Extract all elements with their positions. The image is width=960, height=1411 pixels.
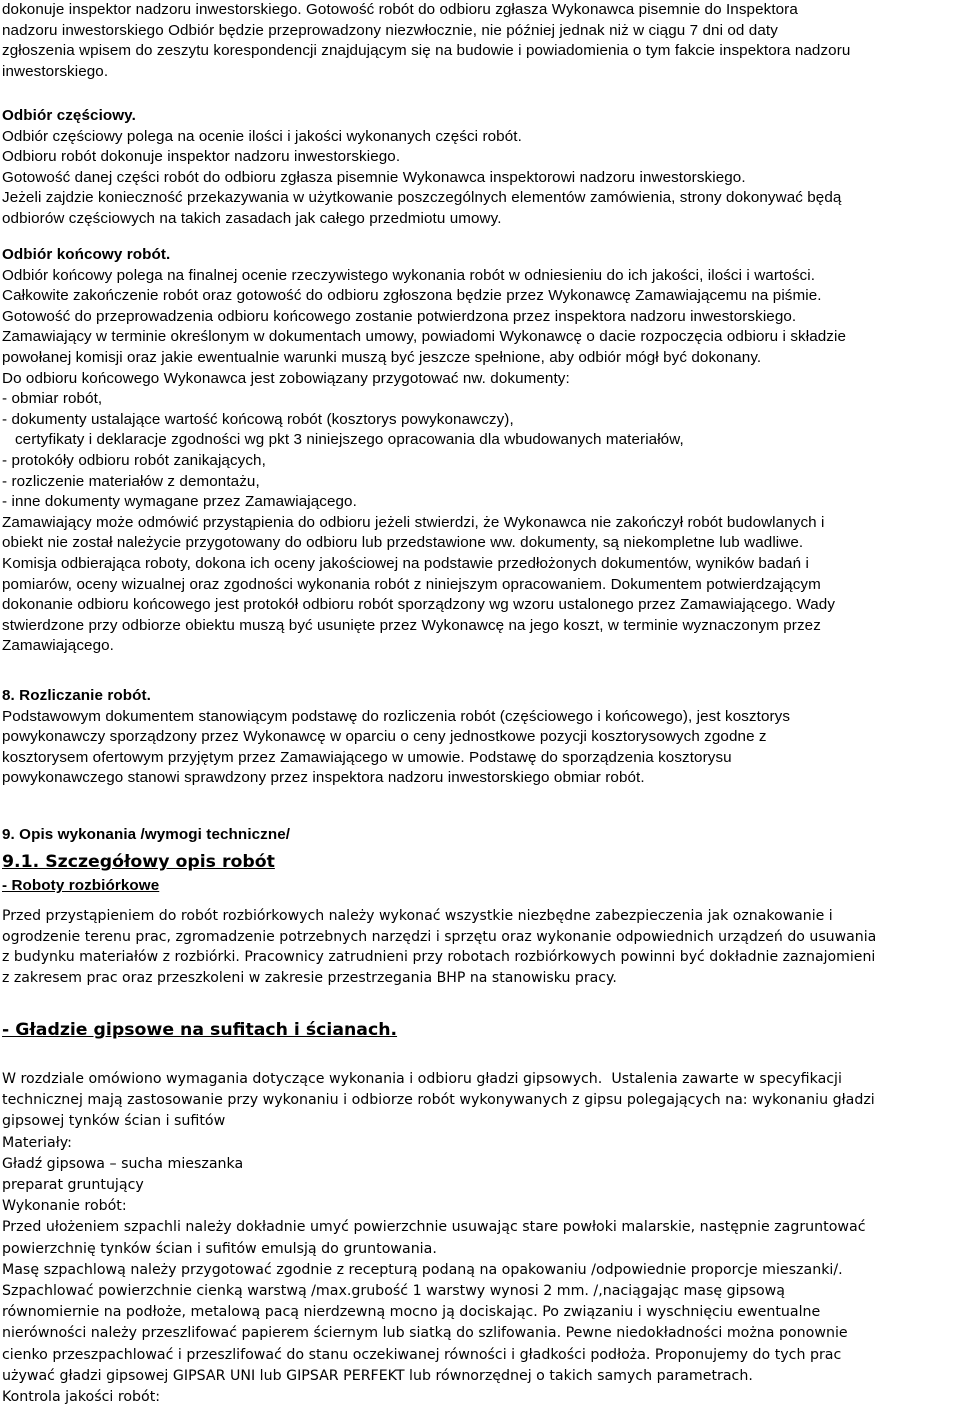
text-line: Kontrola jakości robót:: [2, 1389, 161, 1406]
section-9-1-heading: 9.1. Szczegółowy opis robót: [2, 852, 275, 872]
text-line: Zamawiającego.: [2, 637, 114, 655]
text-line: gipsowej tynków ścian i sufitów: [2, 1113, 226, 1130]
intro-line: nadzoru inwestorskiego Odbiór będzie przeprowadzony niezwłocznie, nie później jednak niż w ciągu 7 dni od daty: [2, 21, 778, 39]
text-line: Przed ułożeniem szpachli należy dokładnie umyć powierzchnie usuwając stare powłoki malarskie, następnie zagruntować: [2, 1219, 866, 1236]
gypsum-heading: - Gładzie gipsowe na sufitach i ścianach.: [2, 1020, 398, 1040]
text-line: Przed przystąpieniem do robót rozbiórkowych należy wykonać wszystkie niezbędne zabezpieczenia jak oznakowanie i: [2, 908, 833, 924]
text-line: Odbioru robót dokonuje inspektor nadzoru inwestorskiego.: [2, 148, 401, 166]
text-line: z budynku materiałów z rozbiórki. Pracownicy zatrudnieni przy robotach rozbiórkowych powinni być dokładnie zaznajomieni: [2, 949, 876, 966]
text-line: Wykonanie robót:: [2, 1198, 127, 1215]
partial-acceptance-section: [2, 106, 841, 230]
text-line: Całkowite zakończenie robót oraz gotowość do odbioru zgłoszona będzie przez Wykonawcę Zamawiającemu na piśmie.: [2, 287, 822, 305]
text-line: Komisja odbierająca roboty, dokona ich oceny jakościowej na podstawie przedłożonych dokumentów, wyników badań i: [2, 554, 809, 572]
text-line: Zamawiający w terminie określonym w dokumentach umowy, powiadomi Wykonawcę o dacie rozpoczęcia odbioru i składzie: [2, 328, 847, 346]
list-item: - protokóły odbioru robót zanikających,: [2, 451, 266, 469]
text-line: Gładź gipsowa – sucha mieszanka: [2, 1155, 244, 1172]
text-line: dokonanie odbioru końcowego jest protokół odbioru robót sporządzony wg wzoru ustalonego przez Zamawiającego. Wady: [2, 596, 836, 614]
text-line: z zakresem prac oraz przeszkoleni w zakresie przestrzegania BHP na stanowisku pracy.: [2, 969, 617, 986]
text-line: stwierdzone przy odbiorze obiektu muszą być usunięte przez Wykonawcę na jego koszt, w terminie wyznaczonym przez: [2, 616, 821, 634]
text-line: powykonawczy sporządzony przez Wykonawcę w oparciu o ceny jednostkowe pozycji kosztorysowych zgodne z: [2, 728, 767, 746]
text-line: pomiarów, oceny wizualnej oraz zgodności wykonania robót z niniejszym opracowaniem. Dokumentem potwierdzającym: [2, 575, 821, 593]
text-line: W rozdziale omówiono wymagania dotyczące wykonania i odbioru gładzi gipsowych. Ustalenia zawarte w specyfikacji: [2, 1071, 842, 1087]
text-line: odbiorów częściowych na takich zasadach jak całego przedmiotu umowy.: [2, 209, 502, 227]
list-item: - obmiar robót,: [2, 390, 103, 408]
text-line: Materiały:: [2, 1134, 72, 1151]
text-line: Zamawiający może odmówić przystąpienia do odbioru jeżeli stwierdzi, że Wykonawca nie zakończył robót budowlanych i: [2, 513, 825, 531]
text-line: kosztorysem ofertowym przyjętym przez Zamawiającego w umowie. Podstawę do sporządzenia kosztorysu: [2, 748, 732, 766]
intro-line: zgłoszenia wpisem do zeszytu korespondencji znajdującym się na budowie i powiadomienia o tym fakcie inspektora nadzoru: [2, 42, 851, 60]
partial-acceptance-heading: Odbiór częściowy.: [2, 107, 136, 124]
text-line: powierzchnię tynków ścian i sufitów emulsją do gruntowania.: [2, 1240, 437, 1257]
text-line: cienko przeszpachlować i przeszlifować do stanu oczekiwanej równości i gładkości podłoża. Proponujemy do tych prac: [2, 1346, 842, 1363]
text-line: preparat gruntujący: [2, 1177, 144, 1194]
list-item: - inne dokumenty wymagane przez Zamawiającego.: [2, 493, 357, 511]
gypsum-paragraph: [2, 1069, 875, 1408]
intro-line: inwestorskiego.: [2, 62, 109, 80]
text-line: równomiernie na podłoże, metalową pacą nierdzewną mocno ją dociskając. Po związaniu i wyschnięciu ewentualne: [2, 1304, 821, 1321]
text-line: Gotowość do przeprowadzenia odbioru końcowego zostanie potwierdzona przez inspektora nadzoru inwestorskiego.: [2, 307, 797, 325]
demolition-heading: - Roboty rozbiórkowe: [2, 877, 160, 894]
demolition-paragraph: [2, 906, 876, 988]
text-line: Odbiór końcowy polega na finalnej ocenie rzeczywistego wykonania robót w odniesieniu do ich jakości, ilości i wartości.: [2, 266, 816, 284]
text-line: powykonawczego stanowi sprawdzony przez inspektora nadzoru inwestorskiego obmiar robót.: [2, 769, 645, 787]
text-line: używać gładzi gipsowej GIPSAR UNI lub GIPSAR PERFEKT lub równorzędnej o takich samych parametrach.: [2, 1367, 753, 1384]
text-line: Jeżeli zajdzie konieczność przekazywania w użytkowanie poszczególnych elementów zamówienia, strony dokonywać będą: [2, 189, 842, 207]
final-acceptance-heading: Odbiór końcowy robót.: [2, 246, 171, 263]
text-line: technicznej mają zastosowanie przy wykonaniu i odbiorze robót wykonywanych z gipsu polegających na: wykonaniu gładzi: [2, 1092, 875, 1109]
intro-paragraph: [2, 0, 850, 82]
list-item: - rozliczenie materiałów z demontażu,: [2, 472, 260, 490]
text-line: Gotowość danej części robót do odbioru zgłasza pisemnie Wykonawca inspektorowi nadzoru inwestorskiego.: [2, 168, 746, 186]
text-line: Odbiór częściowy polega na ocenie ilości i jakości wykonanych części robót.: [2, 127, 522, 145]
settlement-section: [2, 686, 790, 789]
final-acceptance-section: [2, 245, 846, 657]
list-item: - dokumenty ustalające wartość końcową robót (kosztorys powykonawczy),: [2, 410, 514, 428]
settlement-heading: 8. Rozliczanie robót.: [2, 687, 151, 704]
section-9-heading: 9. Opis wykonania /wymogi techniczne/: [2, 826, 291, 843]
intro-line: dokonuje inspektor nadzoru inwestorskiego. Gotowość robót do odbioru zgłasza Wykonawca pisemnie do Inspektora: [2, 1, 798, 18]
text-line: powołanej komisji oraz jakie ewentualnie warunki muszą być jeszcze spełnione, aby odbiór mógł być dokonany.: [2, 348, 762, 366]
text-line: ogrodzenie terenu prac, zgromadzenie potrzebnych narzędzi i sprzętu oraz wykonanie odpowiednich urządzeń do usuwania: [2, 928, 877, 945]
text-line: obiekt nie został należycie przygotowany do odbioru lub przedstawione ww. dokumenty, są niekompletne lub wadliwe.: [2, 534, 804, 552]
text-line: Szpachlować powierzchnie cienką warstwą /max.grubość 1 warstwy wynosi 2 mm. /,naciągając masę gipsową: [2, 1283, 785, 1300]
text-line: Masę szpachlową należy przygotować zgodnie z recepturą podaną na opakowaniu /odpowiednie proporcje mieszanki/.: [2, 1261, 843, 1278]
text-line: Do odbioru końcowego Wykonawca jest zobowiązany przygotować nw. dokumenty:: [2, 369, 570, 387]
list-item: certyfikaty i deklaracje zgodności wg pkt 3 niniejszego opracowania dla wbudowanych materiałów,: [2, 431, 684, 449]
text-line: nierówności należy przeszlifować papierem ściernym lub siatką do szlifowania. Pewne niedokładności można ponownie: [2, 1325, 848, 1342]
text-line: Podstawowym dokumentem stanowiącym podstawę do rozliczenia robót (częściowego i końcowego), jest kosztorys: [2, 707, 791, 725]
